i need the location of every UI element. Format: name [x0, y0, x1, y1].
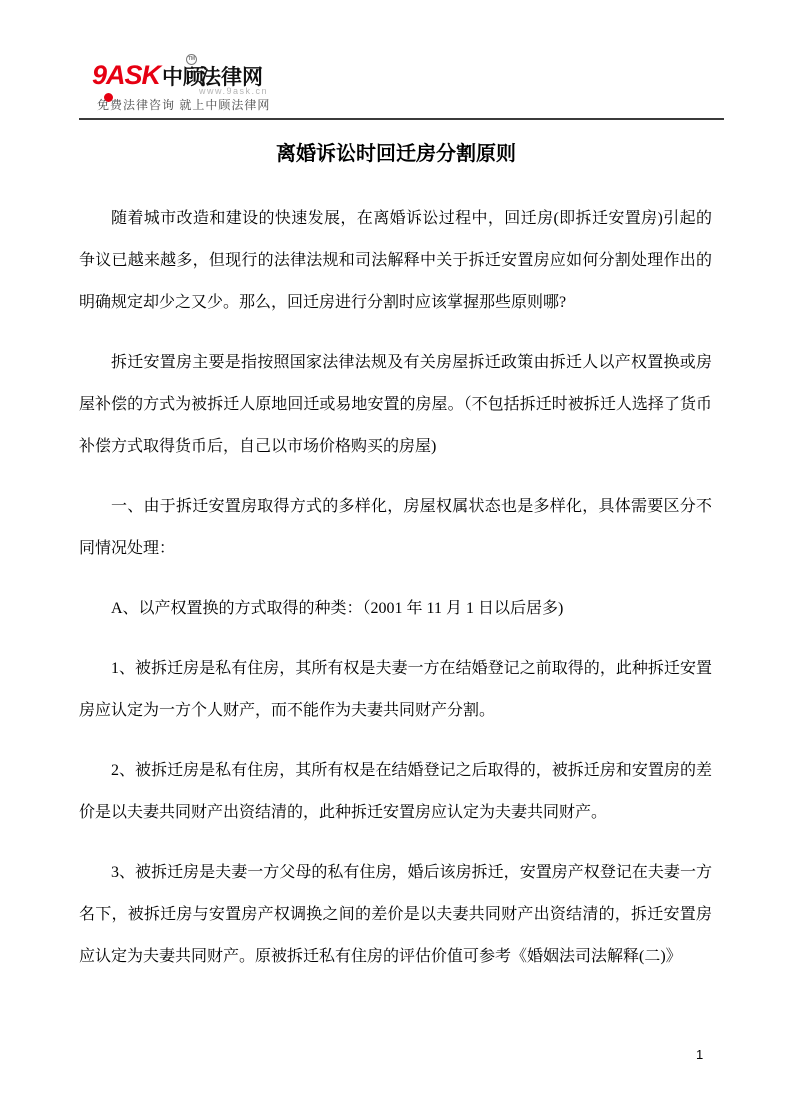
paragraph-item-1: 1、被拆迁房是私有住房，其所有权是夫妻一方在结婚登记之前取得的，此种拆迁安置房应认定为一方个人财产，而不能作为夫妻共同财产分割。	[79, 660, 712, 719]
page-title: 离婚诉讼时回迁房分割原则	[276, 143, 516, 165]
paragraph-section-a: A、以产权置换的方式取得的种类：（2001 年 11 月 1 日以后居多)	[111, 600, 564, 617]
paragraph-definition: 拆迁安置房主要是指按照国家法律法规及有关房屋拆迁政策由拆迁人以产权置换或房屋补偿的方式为被拆迁人原地回迁或易地安置的房屋。（不包括拆迁时被拆迁人选择了货币补偿方式取得货币后，自己以市场价格购买的房屋)	[79, 354, 712, 455]
paragraph-item-3: 3、被拆迁房是夫妻一方父母的私有住房，婚后该房拆迁，安置房产权登记在夫妻一方名下，被拆迁房与安置房产权调换之间的差价是以夫妻共同财产出资结清的，拆迁安置房应认定为夫妻共同财产。原被拆迁私有住房的评估价值可参考《婚姻法司法解释(二)》	[79, 864, 712, 965]
logo-zhonggu-text: 中顾	[162, 66, 204, 89]
logo-9ask-text: 9ASK	[92, 60, 161, 90]
paragraph-intro: 随着城市改造和建设的快速发展，在离婚诉讼过程中，回迁房(即拆迁安置房)引起的争议已越来越多，但现行的法律法规和司法解释中关于拆迁安置房应如何分割处理作出的明确规定却少之又少。那么，回迁房进行分割时应该掌握那些原则哪?	[79, 210, 712, 311]
trademark-icon: TM	[186, 54, 197, 65]
logo-falvwang-text: 法律网	[200, 66, 263, 89]
logo-url-text: www.9ask.cn	[199, 86, 269, 96]
paragraph-section-1: 一、由于拆迁安置房取得方式的多样化，房屋权属状态也是多样化，具体需要区分不同情况处理：	[79, 498, 712, 557]
document-body	[79, 198, 712, 996]
page-number: 1	[696, 1047, 704, 1062]
paragraph-item-2: 2、被拆迁房是私有住房，其所有权是在结婚登记之后取得的，被拆迁房和安置房的差价是以夫妻共同财产出资结清的，此种拆迁安置房应认定为夫妻共同财产。	[79, 762, 712, 821]
logo-tagline-text: 免费法律咨询 就上中顾法律网	[97, 98, 271, 112]
header-divider	[79, 118, 724, 120]
